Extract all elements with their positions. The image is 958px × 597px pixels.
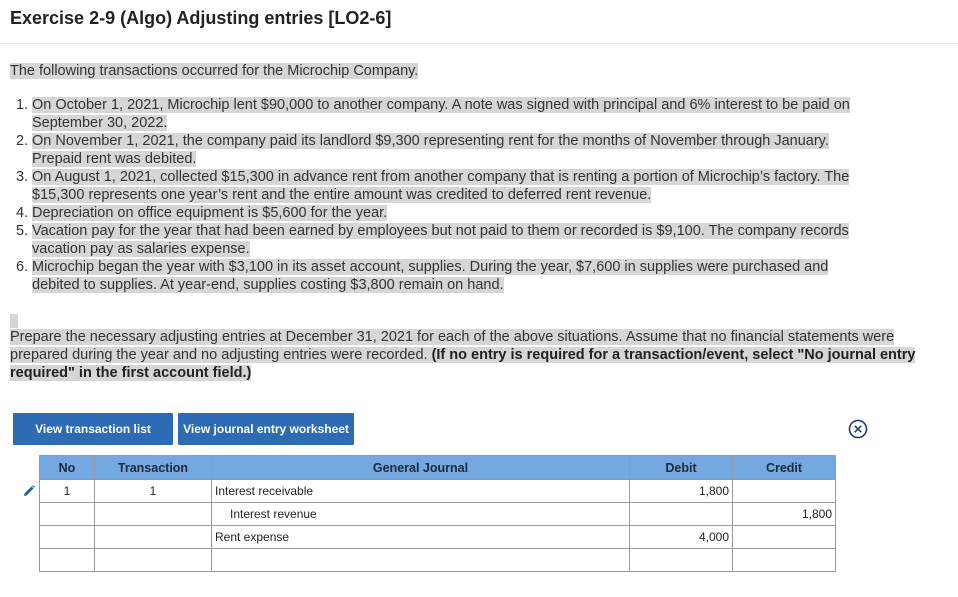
transaction-item-2 [0,132,940,168]
transaction-line: Microchip began the year with $3,100 in its asset account, supplies. During the year, $7,600 in supplies were purchased and [32,259,829,275]
cell-transaction [95,526,212,549]
transaction-line: On August 1, 2021, collected $15,300 in advance rent from another company that is renting a portion of Microchip’s factory. The [32,169,850,185]
transaction-line: Depreciation on office equipment is $5,600 for the year. [32,205,388,221]
cell-credit [733,549,836,572]
column-header-transaction: Transaction [95,456,212,480]
pencil-icon[interactable] [22,484,36,498]
instructions-bold-note: (If no entry is required for a transaction/event, select "No journal entry required" in the first account field.) [10,347,916,381]
journal-row[interactable] [40,549,836,572]
transaction-line: On October 1, 2021, Microchip lent $90,000 to another company. A note was signed with principal and 6% interest to be paid on [32,97,850,113]
cell-debit [630,549,733,572]
close-circle-icon[interactable] [848,419,868,439]
instructions-main: Prepare the necessary adjusting entries at December 31, 2021 for each of the above situations. Assume that no financial statements were prepared during the year and no adjusting entries were recorded. [10,329,895,363]
cell-debit: 1,800 [630,480,733,503]
transaction-line: September 30, 2022. [32,115,168,131]
journal-row[interactable] [40,503,836,526]
transaction-item-6 [0,258,940,294]
instructions [10,328,940,382]
cell-transaction: 1 [95,480,212,503]
cell-no [40,526,95,549]
instructions-text [10,329,915,381]
cell-account: Rent expense [212,526,630,549]
intro-highlight: The following transactions occurred for the Microchip Company. [10,63,419,79]
column-header-credit: Credit [733,456,836,480]
transaction-number: 2. [16,133,29,149]
transaction-item-3 [0,168,940,204]
transaction-number: 5. [16,223,29,239]
column-header-debit: Debit [630,456,733,480]
transaction-number: 4. [16,205,29,221]
transaction-line: Prepaid rent was debited. [32,151,197,167]
journal-row[interactable] [40,526,836,549]
transaction-line: On November 1, 2021, the company paid its landlord $9,300 representing rent for the months of November through January. [32,133,829,149]
column-header-general-journal: General Journal [212,456,630,480]
cell-transaction [95,503,212,526]
transaction-number: 1. [16,97,29,113]
transaction-list [0,96,940,294]
transaction-item-5 [0,222,940,258]
cell-account: Interest receivable [212,480,630,503]
cell-debit [630,503,733,526]
transaction-line: $15,300 represents one year’s rent and the entire amount was credited to deferred rent revenue. [32,187,652,203]
transaction-line: Vacation pay for the year that had been earned by employees but not paid to them or recorded is $9,100. The company records [32,223,849,239]
page-title: Exercise 2-9 (Algo) Adjusting entries [LO2-6] [10,8,392,28]
cell-no [40,503,95,526]
cell-credit [733,480,836,503]
cell-no [40,549,95,572]
cell-transaction [95,549,212,572]
transaction-number: 6. [16,259,29,275]
journal-header-row [40,456,836,480]
cell-no: 1 [40,480,95,503]
intro-text [10,62,418,80]
cell-account: Interest revenue [212,503,630,526]
cell-debit: 4,000 [630,526,733,549]
transaction-number: 3. [16,169,29,185]
journal-table [39,455,836,572]
cell-credit: 1,800 [733,503,836,526]
view-transaction-list-button[interactable]: View transaction list [13,413,173,445]
transaction-item-4 [0,204,940,222]
transaction-line: vacation pay as salaries expense. [32,241,250,257]
transaction-line: debited to supplies. At year-end, supplies costing $3,800 remain on hand. [32,277,504,293]
selection-marker [10,314,18,328]
transaction-item-1 [0,96,940,132]
journal-row[interactable] [40,480,836,503]
cell-credit [733,526,836,549]
cell-account [212,549,630,572]
title-divider [0,43,958,44]
view-journal-entry-worksheet-button[interactable]: View journal entry worksheet [178,413,354,445]
column-header-no: No [40,456,95,480]
